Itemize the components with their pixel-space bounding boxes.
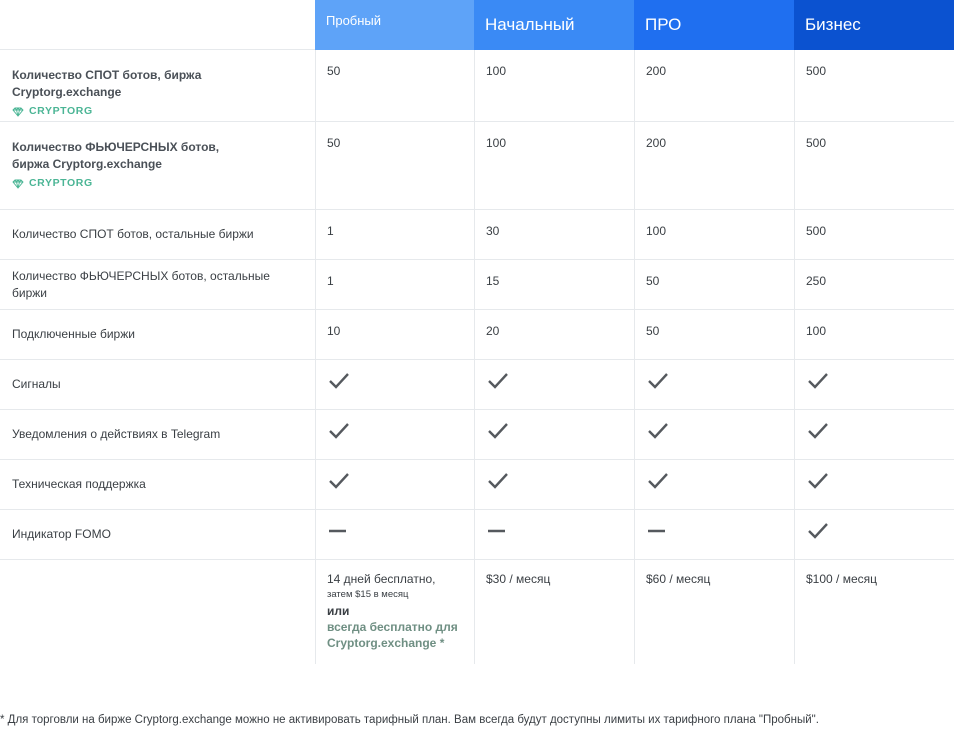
trial-free-line: всегда бесплатно для xyxy=(327,620,458,634)
check-icon xyxy=(328,372,350,390)
pricing-row-empty xyxy=(0,560,315,664)
dash-icon xyxy=(328,522,350,540)
value-cell: 50 xyxy=(634,260,794,310)
dash-icon xyxy=(487,522,509,540)
trial-free-exchange: Cryptorg.exchange * xyxy=(327,636,445,650)
icon-cell xyxy=(474,410,634,460)
check-icon xyxy=(487,372,509,390)
value-cell: 1 xyxy=(315,260,474,310)
brand-name: CRYPTORG xyxy=(29,177,93,189)
feature-label: Сигналы xyxy=(12,377,61,391)
cryptorg-logo-icon xyxy=(12,107,24,117)
value-cell: 50 xyxy=(634,310,794,360)
value-cell: 100 xyxy=(474,122,634,210)
value-cell: 200 xyxy=(634,50,794,122)
value-cell: 10 xyxy=(315,310,474,360)
feature-row-label xyxy=(0,122,315,210)
cryptorg-brand xyxy=(12,103,303,120)
value-cell: 200 xyxy=(634,122,794,210)
price-pro: $60 / месяц xyxy=(634,560,794,664)
plan-header-starter: Начальный xyxy=(474,0,634,50)
value-cell: 30 xyxy=(474,210,634,260)
check-icon xyxy=(807,522,829,540)
icon-cell xyxy=(315,510,474,560)
icon-cell xyxy=(634,360,794,410)
check-icon xyxy=(647,372,669,390)
icon-cell xyxy=(315,360,474,410)
value-cell: 50 xyxy=(315,122,474,210)
icon-cell xyxy=(794,460,954,510)
feature-row-label xyxy=(0,360,315,410)
check-icon xyxy=(807,422,829,440)
icon-cell xyxy=(634,510,794,560)
value-cell: 100 xyxy=(474,50,634,122)
feature-row-label xyxy=(0,210,315,260)
check-icon xyxy=(807,472,829,490)
plan-header-business: Бизнес xyxy=(794,0,954,50)
feature-label: Индикатор FOMO xyxy=(12,527,111,541)
cryptorg-brand xyxy=(12,175,303,192)
icon-cell xyxy=(794,360,954,410)
feature-label: Подключенные биржи xyxy=(12,327,135,341)
icon-cell xyxy=(315,410,474,460)
value-cell: 500 xyxy=(794,122,954,210)
value-cell: 20 xyxy=(474,310,634,360)
icon-cell xyxy=(794,510,954,560)
value-cell: 500 xyxy=(794,210,954,260)
check-icon xyxy=(647,422,669,440)
plan-header-pro: ПРО xyxy=(634,0,794,50)
feature-label: Техническая поддержка xyxy=(12,477,146,491)
trial-price-after: затем $15 в месяц xyxy=(327,589,409,600)
feature-label: Количество ФЬЮЧЕРСНЫХ ботов, биржа Cryptorg.exchange xyxy=(12,140,220,171)
icon-cell xyxy=(315,460,474,510)
price-business: $100 / месяц xyxy=(794,560,954,664)
feature-label: Количество СПОТ ботов, остальные биржи xyxy=(12,227,254,241)
icon-cell xyxy=(634,460,794,510)
feature-label: Количество СПОТ ботов, биржа Cryptorg.exchange xyxy=(12,68,202,99)
cryptorg-logo-icon xyxy=(12,179,24,189)
icon-cell xyxy=(794,410,954,460)
feature-label: Количество ФЬЮЧЕРСНЫХ ботов, остальные биржи xyxy=(12,268,270,300)
value-cell: 1 xyxy=(315,210,474,260)
value-cell: 50 xyxy=(315,50,474,122)
check-icon xyxy=(487,422,509,440)
price-starter: $30 / месяц xyxy=(474,560,634,664)
icon-cell xyxy=(474,510,634,560)
feature-row-label xyxy=(0,410,315,460)
trial-price-line: 14 дней бесплатно, xyxy=(327,572,436,586)
price-trial xyxy=(315,560,474,664)
feature-label: Уведомления о действиях в Telegram xyxy=(12,427,221,441)
check-icon xyxy=(807,372,829,390)
value-cell: 15 xyxy=(474,260,634,310)
value-cell: 250 xyxy=(794,260,954,310)
icon-cell xyxy=(474,360,634,410)
check-icon xyxy=(328,422,350,440)
feature-row-label xyxy=(0,510,315,560)
feature-row-label xyxy=(0,310,315,360)
dash-icon xyxy=(647,522,669,540)
value-cell: 100 xyxy=(794,310,954,360)
feature-row-label xyxy=(0,50,315,122)
icon-cell xyxy=(474,460,634,510)
brand-name: CRYPTORG xyxy=(29,105,93,117)
check-icon xyxy=(328,472,350,490)
value-cell: 100 xyxy=(634,210,794,260)
value-cell: 500 xyxy=(794,50,954,122)
header-empty-cell xyxy=(0,0,315,50)
trial-or: или xyxy=(327,604,350,618)
check-icon xyxy=(487,472,509,490)
footnote: * Для торговли на бирже Cryptorg.exchange можно не активировать тарифный план. Вам всегда будут доступны лимиты их тарифного плана "Пробный". xyxy=(0,714,819,726)
plan-header-trial: Пробный xyxy=(315,0,474,50)
feature-row-label xyxy=(0,260,315,310)
feature-row-label xyxy=(0,460,315,510)
icon-cell xyxy=(634,410,794,460)
check-icon xyxy=(647,472,669,490)
